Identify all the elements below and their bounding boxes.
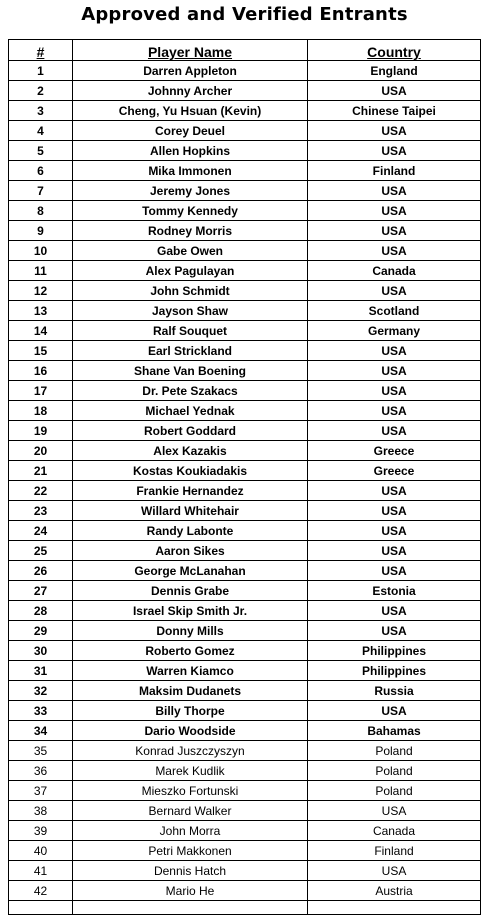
cell-player-name: Corey Deuel (73, 121, 308, 141)
cell-country: Poland (308, 741, 481, 761)
cell-player-name: Gabe Owen (73, 241, 308, 261)
cell-player-name: Warren Kiamco (73, 661, 308, 681)
cell-country: USA (308, 241, 481, 261)
cell-number: 37 (9, 781, 73, 801)
table-row (9, 101, 481, 121)
table-row (9, 861, 481, 881)
cell-country: Russia (308, 681, 481, 701)
entrants-table (8, 39, 481, 915)
column-header-number: # (9, 40, 73, 61)
cell-number: 25 (9, 541, 73, 561)
table-row (9, 821, 481, 841)
cell-number: 17 (9, 381, 73, 401)
cell-country: Canada (308, 261, 481, 281)
table-row (9, 561, 481, 581)
cell-player-name: Alex Kazakis (73, 441, 308, 461)
cell-number: 1 (9, 61, 73, 81)
cell-player-name: Petri Makkonen (73, 841, 308, 861)
cell-player-name: Konrad Juszczyszyn (73, 741, 308, 761)
cell-country: USA (308, 621, 481, 641)
table-row (9, 441, 481, 461)
table-row (9, 121, 481, 141)
cell-number: 12 (9, 281, 73, 301)
cell-number: 7 (9, 181, 73, 201)
cell-number: 26 (9, 561, 73, 581)
cell-country: Finland (308, 161, 481, 181)
cell-number: 9 (9, 221, 73, 241)
cell-number: 38 (9, 801, 73, 821)
table-row (9, 341, 481, 361)
table-row (9, 741, 481, 761)
cell-country: USA (308, 541, 481, 561)
table-row (9, 61, 481, 81)
table-row (9, 641, 481, 661)
cell-player-name: Ralf Souquet (73, 321, 308, 341)
table-row (9, 321, 481, 341)
cell-player-name: Alex Pagulayan (73, 261, 308, 281)
cell-player-name: Israel Skip Smith Jr. (73, 601, 308, 621)
table-body (9, 61, 481, 915)
cell-player-name: John Schmidt (73, 281, 308, 301)
table-row (9, 81, 481, 101)
cell-number: 13 (9, 301, 73, 321)
table-row (9, 801, 481, 821)
cell-number: 4 (9, 121, 73, 141)
table-row (9, 621, 481, 641)
cell-player-name: George McLanahan (73, 561, 308, 581)
table-row (9, 421, 481, 441)
column-header-country: Country (308, 40, 481, 61)
cell-player-name: Frankie Hernandez (73, 481, 308, 501)
cell-number: 10 (9, 241, 73, 261)
cell-country: USA (308, 381, 481, 401)
table-row-cut-off (9, 901, 481, 915)
cell-number: 19 (9, 421, 73, 441)
cell-country: Chinese Taipei (308, 101, 481, 121)
cell-number: 22 (9, 481, 73, 501)
cell-country: USA (308, 601, 481, 621)
cell-number: 23 (9, 501, 73, 521)
cell-country: Greece (308, 461, 481, 481)
table-row (9, 261, 481, 281)
cell-player-name: John Morra (73, 821, 308, 841)
cell-number: 29 (9, 621, 73, 641)
cell-player-name: Allen Hopkins (73, 141, 308, 161)
table-row (9, 581, 481, 601)
table-row (9, 401, 481, 421)
table-row (9, 541, 481, 561)
cell-number: 32 (9, 681, 73, 701)
cell-player-name: Earl Strickland (73, 341, 308, 361)
cell-player-name: Bernard Walker (73, 801, 308, 821)
cell-country: USA (308, 141, 481, 161)
cell-number: 34 (9, 721, 73, 741)
table-cell (308, 901, 481, 915)
table-row (9, 701, 481, 721)
cell-number: 15 (9, 341, 73, 361)
table-row (9, 601, 481, 621)
cell-number: 31 (9, 661, 73, 681)
cell-number: 41 (9, 861, 73, 881)
cell-country: USA (308, 521, 481, 541)
cell-country: USA (308, 121, 481, 141)
cell-country: USA (308, 801, 481, 821)
cell-player-name: Jayson Shaw (73, 301, 308, 321)
cell-player-name: Darren Appleton (73, 61, 308, 81)
table-row (9, 201, 481, 221)
cell-player-name: Shane Van Boening (73, 361, 308, 381)
cell-player-name: Dennis Hatch (73, 861, 308, 881)
cell-player-name: Billy Thorpe (73, 701, 308, 721)
cell-country: Greece (308, 441, 481, 461)
cell-player-name: Dario Woodside (73, 721, 308, 741)
cell-number: 5 (9, 141, 73, 161)
cell-player-name: Willard Whitehair (73, 501, 308, 521)
cell-number: 42 (9, 881, 73, 901)
table-row (9, 521, 481, 541)
cell-player-name: Roberto Gomez (73, 641, 308, 661)
cell-number: 36 (9, 761, 73, 781)
table-row (9, 461, 481, 481)
cell-number: 2 (9, 81, 73, 101)
cell-country: USA (308, 221, 481, 241)
cell-player-name: Rodney Morris (73, 221, 308, 241)
cell-number: 35 (9, 741, 73, 761)
cell-player-name: Michael Yednak (73, 401, 308, 421)
cell-country: USA (308, 861, 481, 881)
table-row (9, 141, 481, 161)
cell-country: USA (308, 181, 481, 201)
cell-player-name: Johnny Archer (73, 81, 308, 101)
cell-number: 40 (9, 841, 73, 861)
table-row (9, 721, 481, 741)
cell-country: Bahamas (308, 721, 481, 741)
cell-country: USA (308, 421, 481, 441)
cell-player-name: Robert Goddard (73, 421, 308, 441)
cell-player-name: Mario He (73, 881, 308, 901)
cell-number: 24 (9, 521, 73, 541)
table-row (9, 761, 481, 781)
table-row (9, 181, 481, 201)
cell-player-name: Jeremy Jones (73, 181, 308, 201)
cell-country: Scotland (308, 301, 481, 321)
table-row (9, 221, 481, 241)
cell-number: 27 (9, 581, 73, 601)
column-header-player-name: Player Name (73, 40, 308, 61)
table-row (9, 281, 481, 301)
cell-number: 33 (9, 701, 73, 721)
cell-number: 30 (9, 641, 73, 661)
cell-player-name: Cheng, Yu Hsuan (Kevin) (73, 101, 308, 121)
cell-country: Germany (308, 321, 481, 341)
cell-player-name: Marek Kudlik (73, 761, 308, 781)
table-row (9, 501, 481, 521)
cell-player-name: Dennis Grabe (73, 581, 308, 601)
table-row (9, 681, 481, 701)
cell-number: 20 (9, 441, 73, 461)
cell-number: 3 (9, 101, 73, 121)
table-header-row (9, 40, 481, 61)
cell-number: 8 (9, 201, 73, 221)
cell-country: USA (308, 341, 481, 361)
page-title: Approved and Verified Entrants (81, 4, 408, 25)
table-row (9, 881, 481, 901)
cell-country: USA (308, 81, 481, 101)
table-row (9, 481, 481, 501)
cell-player-name: Mika Immonen (73, 161, 308, 181)
table-row (9, 841, 481, 861)
cell-number: 16 (9, 361, 73, 381)
cell-country: USA (308, 281, 481, 301)
cell-country: Finland (308, 841, 481, 861)
table-row (9, 661, 481, 681)
cell-player-name: Dr. Pete Szakacs (73, 381, 308, 401)
cell-country: Poland (308, 781, 481, 801)
cell-country: Philippines (308, 641, 481, 661)
cell-player-name: Kostas Koukiadakis (73, 461, 308, 481)
cell-player-name: Mieszko Fortunski (73, 781, 308, 801)
cell-number: 14 (9, 321, 73, 341)
cell-player-name: Donny Mills (73, 621, 308, 641)
cell-country: USA (308, 561, 481, 581)
cell-player-name: Aaron Sikes (73, 541, 308, 561)
cell-country: Austria (308, 881, 481, 901)
cell-country: England (308, 61, 481, 81)
cell-country: USA (308, 361, 481, 381)
table-row (9, 301, 481, 321)
cell-country: USA (308, 481, 481, 501)
cell-country: USA (308, 401, 481, 421)
table-row (9, 381, 481, 401)
table-row (9, 361, 481, 381)
cell-country: Philippines (308, 661, 481, 681)
cell-number: 21 (9, 461, 73, 481)
table-cell (73, 901, 308, 915)
cell-country: Poland (308, 761, 481, 781)
cell-player-name: Maksim Dudanets (73, 681, 308, 701)
cell-country: USA (308, 501, 481, 521)
table-row (9, 241, 481, 261)
cell-number: 6 (9, 161, 73, 181)
cell-number: 11 (9, 261, 73, 281)
cell-number: 28 (9, 601, 73, 621)
table-cell (9, 901, 73, 915)
cell-country: USA (308, 701, 481, 721)
table-row (9, 161, 481, 181)
cell-number: 39 (9, 821, 73, 841)
table-row (9, 781, 481, 801)
cell-country: Estonia (308, 581, 481, 601)
cell-country: USA (308, 201, 481, 221)
cell-player-name: Randy Labonte (73, 521, 308, 541)
cell-number: 18 (9, 401, 73, 421)
cell-country: Canada (308, 821, 481, 841)
cell-player-name: Tommy Kennedy (73, 201, 308, 221)
